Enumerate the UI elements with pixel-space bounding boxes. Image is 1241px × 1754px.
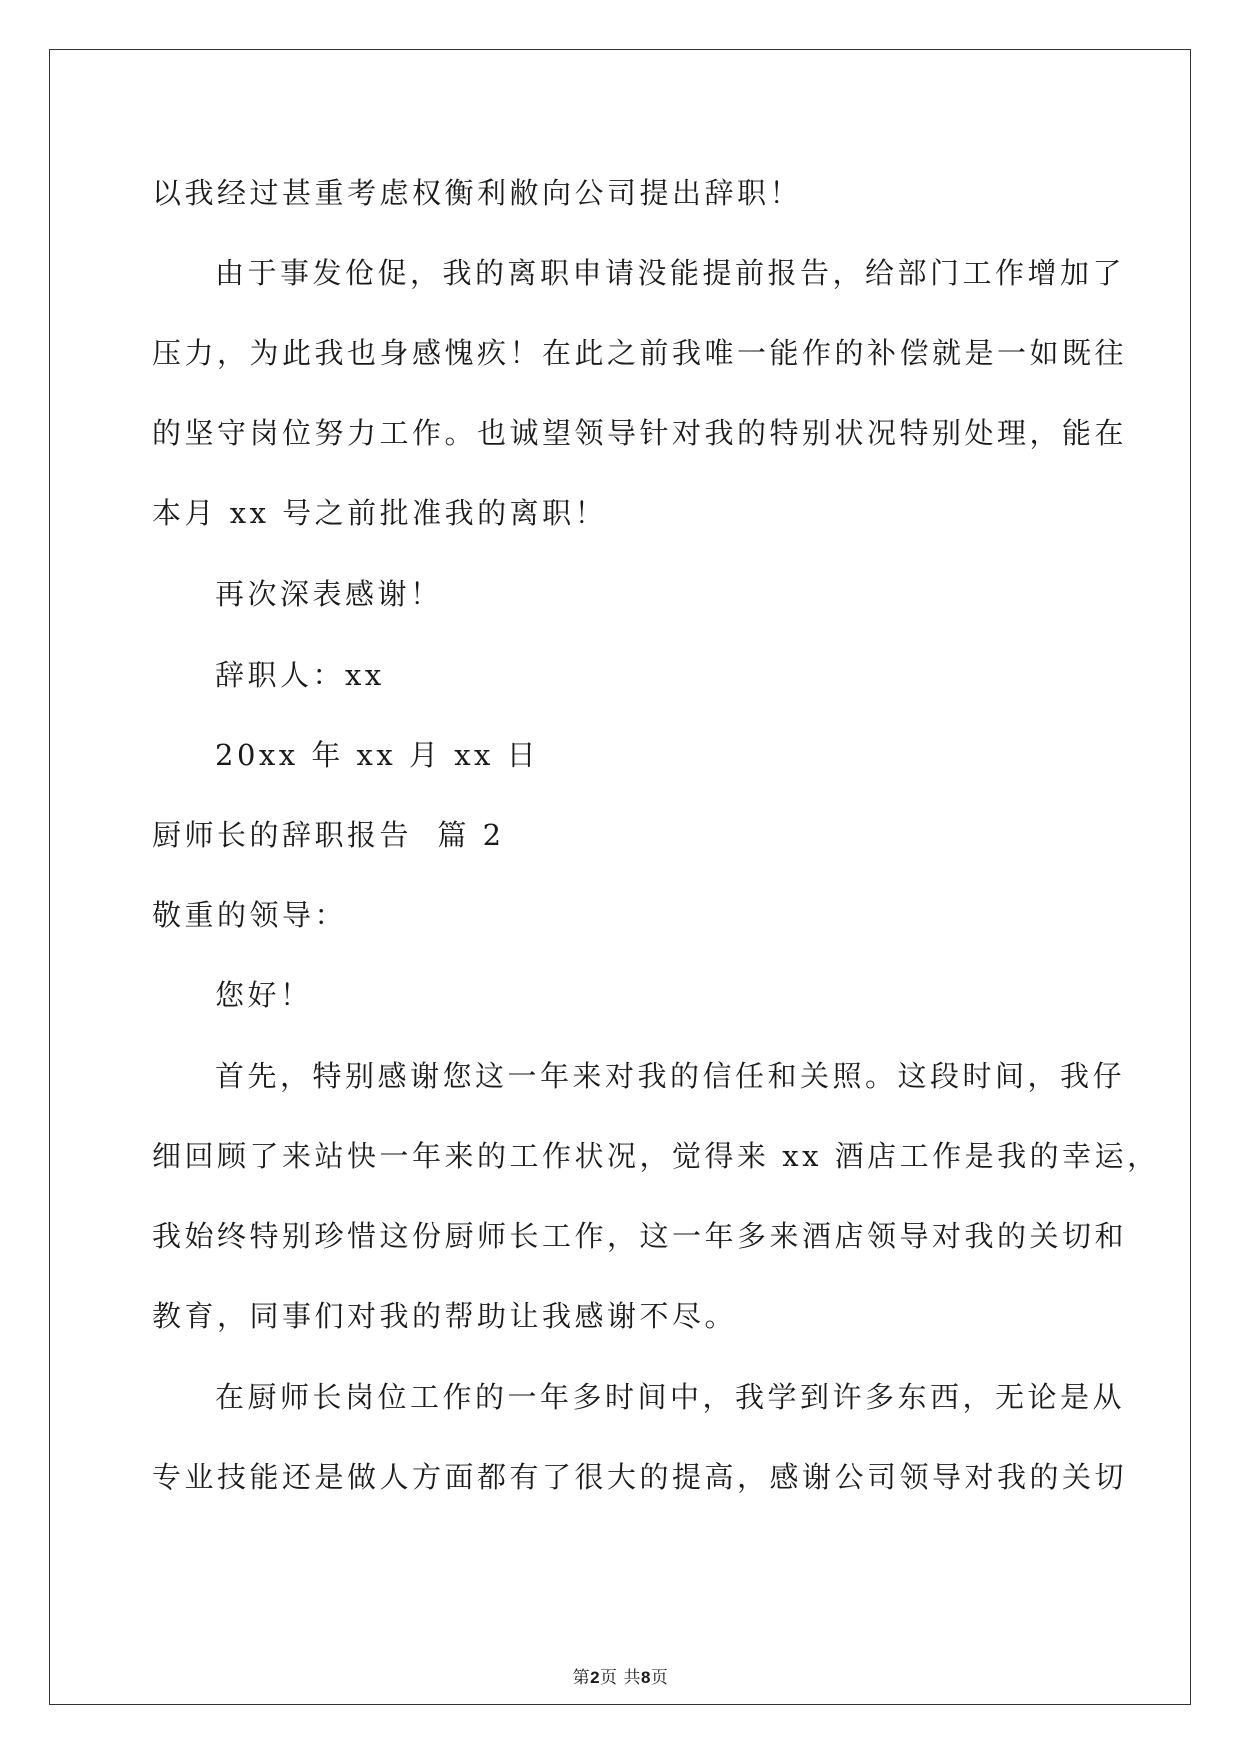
paragraph-line: 由于事发伧促，我的离职申请没能提前报告，给部门工作增加了	[215, 256, 1126, 290]
signature-line: 辞职人：xx	[215, 658, 385, 692]
salutation: 敬重的领导：	[152, 898, 348, 932]
text-line: 细回顾了来站快一年来的工作状况，觉得来 xx 酒店工作是我的幸运，	[152, 1139, 1160, 1173]
total-page-number: 8	[640, 1668, 651, 1687]
paragraph-line: 在厨师长岗位工作的一年多时间中，我学到许多东西，无论是从	[215, 1380, 1126, 1414]
paragraph-line: 首先，特别感谢您这一年来对我的信任和关照。这段时间，我仔	[215, 1059, 1126, 1093]
text-line: 教育，同事们对我的帮助让我感谢不尽。	[152, 1299, 738, 1333]
footer-mid: 页 共	[600, 1668, 641, 1688]
section-heading: 厨师长的辞职报告 篇 2	[152, 818, 505, 852]
footer-suffix: 页	[650, 1668, 669, 1688]
text-line: 本月 xx 号之前批准我的离职！	[152, 496, 608, 530]
page-footer	[0, 1666, 1241, 1690]
text-line: 压力，为此我也身感愧疚！在此之前我唯一能作的补偿就是一如既往	[152, 336, 1128, 370]
footer-prefix: 第	[572, 1668, 591, 1688]
thanks-line: 再次深表感谢！	[215, 577, 443, 611]
text-line: 我始终特别珍惜这份厨师长工作，这一年多来酒店领导对我的关切和	[152, 1219, 1128, 1253]
date-line: 20xx 年 xx 月 xx 日	[215, 738, 540, 772]
text-line: 的坚守岗位努力工作。也诚望领导针对我的特别状况特别处理，能在	[152, 416, 1128, 450]
current-page-number: 2	[590, 1668, 601, 1687]
text-line: 专业技能还是做人方面都有了很大的提高，感谢公司领导对我的关切	[152, 1460, 1128, 1494]
text-line: 以我经过甚重考虑权衡利敝向公司提出辞职！	[152, 176, 803, 210]
greeting: 您好！	[215, 978, 313, 1012]
